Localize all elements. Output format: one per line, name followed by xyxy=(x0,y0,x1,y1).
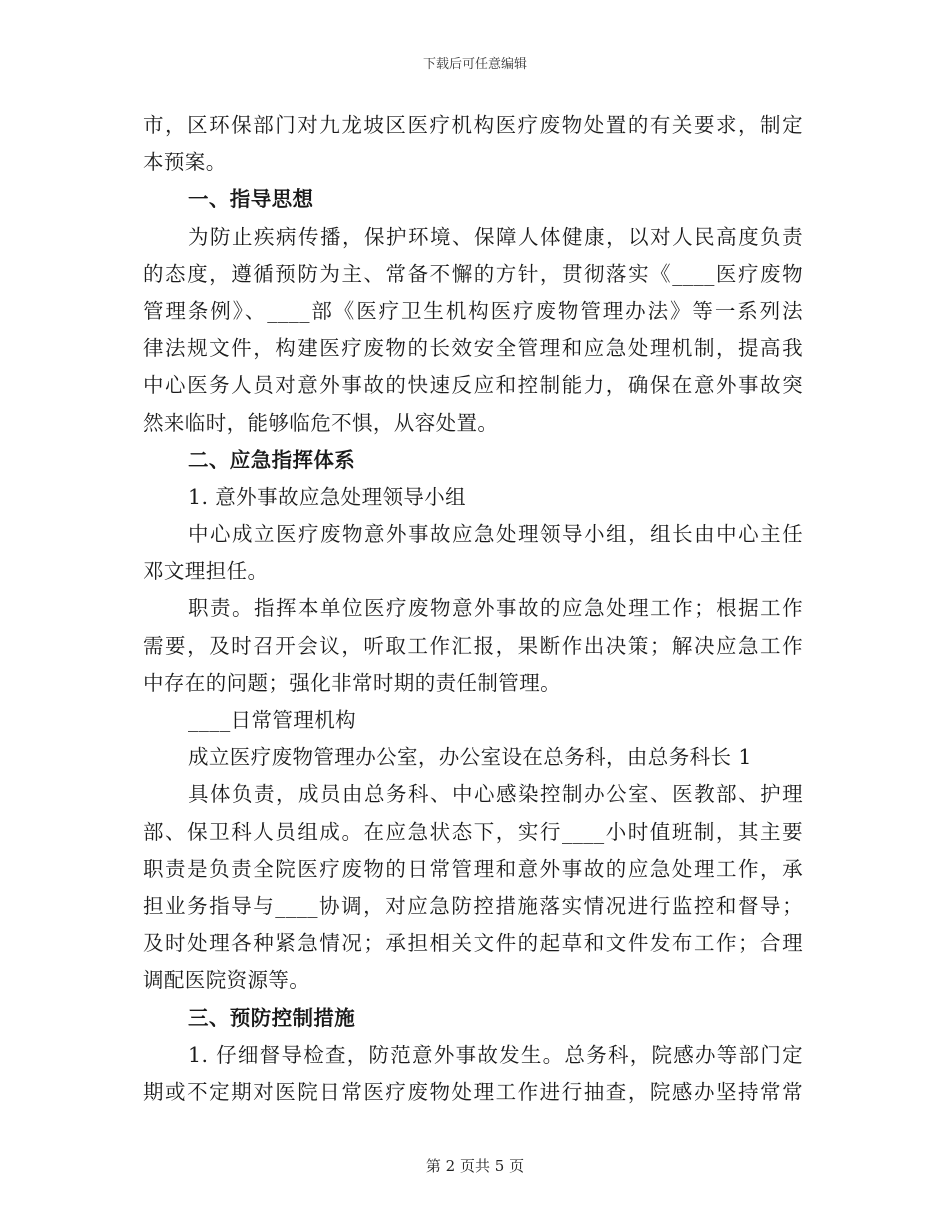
text-line: 成立医疗废物管理办公室，办公室设在总务科，由总务科长 1 xyxy=(188,745,752,770)
text-line: 1. 意外事故应急处理领导小组 xyxy=(188,484,467,509)
text-line: 担业务指导与____协调，对应急防控措施落实情况进行监控和督导； xyxy=(143,893,803,918)
text-line: 1. 仔细督导检查，防范意外事故发生。总务科，院感办等部门定 xyxy=(188,1042,803,1067)
text-line: ____日常管理机构 xyxy=(188,708,356,732)
text-line: 市，区环保部门对九龙坡区医疗机构医疗废物处置的有关要求，制定 xyxy=(143,113,803,137)
text-line: 调配医院资源等。 xyxy=(143,968,311,993)
text-line: 中心成立医疗废物意外事故应急处理领导小组，组长由中心主任 xyxy=(188,522,803,547)
text-line: 然来临时，能够临危不惧，从容处置。 xyxy=(143,410,499,435)
text-line: 为防止疾病传播，保护环境、保障人体健康，以对人民高度负责 xyxy=(188,224,803,249)
document-body xyxy=(143,107,803,1111)
text-line: 中存在的问题；强化非常时期的责任制管理。 xyxy=(143,670,561,695)
text-line: 律法规文件，构建医疗废物的长效安全管理和应急处理机制，提高我 xyxy=(143,336,803,361)
text-line: 邓文理担任。 xyxy=(143,559,269,584)
text-line: 具体负责，成员由总务科、中心感染控制办公室、医教部、护理 xyxy=(188,782,803,807)
section-heading: 二、应急指挥体系 xyxy=(188,447,356,472)
text-line: 职责是负责全院医疗废物的日常管理和意外事故的应急处理工作，承 xyxy=(143,856,803,881)
text-line: 及时处理各种紧急情况；承担相关文件的起草和文件发布工作；合理 xyxy=(143,931,803,956)
text-line: 管理条例》、____部《医疗卫生机构医疗废物管理办法》等一系列法 xyxy=(143,298,803,323)
text-line: 期或不定期对医院日常医疗废物处理工作进行抽查，院感办坚持常常 xyxy=(143,1079,803,1104)
page-header: 下载后可任意编辑 xyxy=(422,57,527,72)
text-line: 部、保卫科人员组成。在应急状态下，实行____小时值班制，其主要 xyxy=(143,819,803,844)
section-heading: 三、预防控制措施 xyxy=(188,1005,356,1030)
text-line: 本预案。 xyxy=(143,150,227,175)
text-line: 的态度，遵循预防为主、常备不懈的方针，贯彻落实《____医疗废物 xyxy=(143,261,803,286)
page-number: 第 2 页共 5 页 xyxy=(425,1157,525,1175)
text-line: 职责。指挥本单位医疗废物意外事故的应急处理工作；根据工作 xyxy=(188,596,803,621)
section-heading: 一、指导思想 xyxy=(188,187,314,212)
text-line: 中心医务人员对意外事故的快速反应和控制能力，确保在意外事故突 xyxy=(143,373,803,398)
text-line: 需要，及时召开会议，听取工作汇报，果断作出决策；解决应急工作 xyxy=(143,633,803,658)
